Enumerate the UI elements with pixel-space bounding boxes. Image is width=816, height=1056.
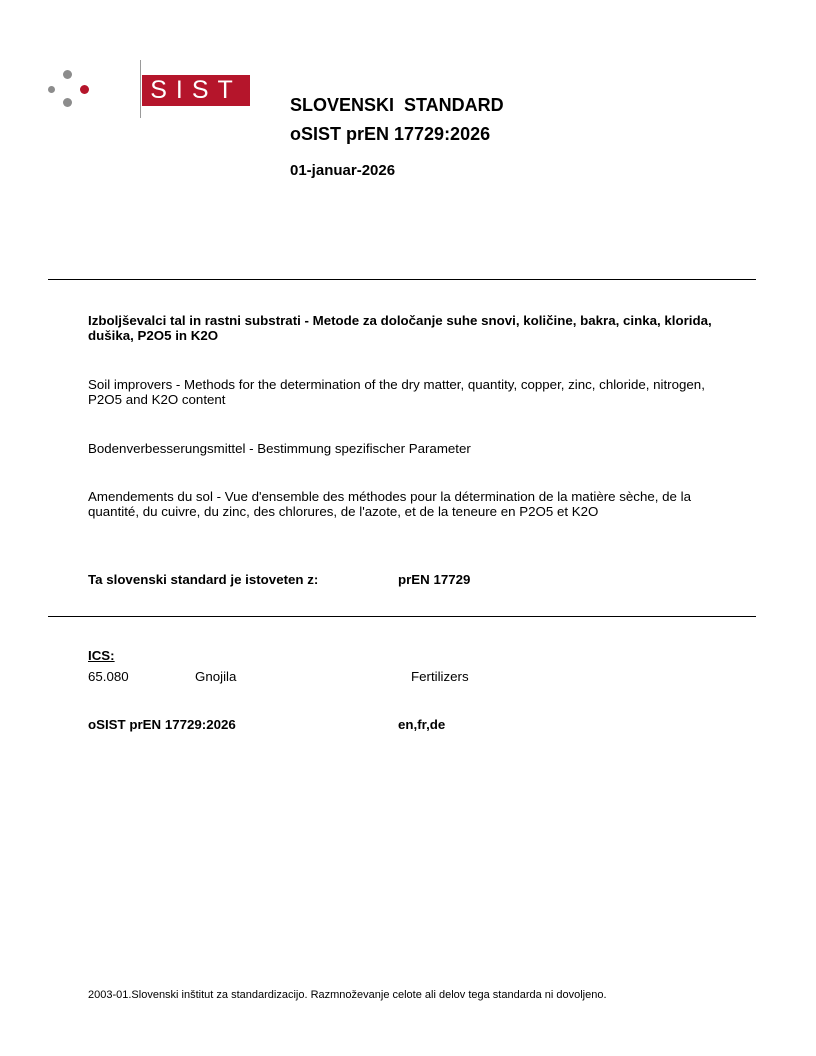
title-slovenian: Izboljševalci tal in rastni substrati - Metode za določanje suhe snovi, količine, bakra, cinka, klorida, dušika, P2O5 in K2O [88,313,712,343]
identical-value: prEN 17729 [398,572,471,587]
logo-text: SIST [142,75,250,106]
ics-code: 65.080 [88,669,129,684]
copyright-footer: 2003-01.Slovenski inštitut za standardizacijo. Razmnoževanje celote ali delov tega standarda ni dovoljeno. [88,989,607,1001]
divider-bottom [48,616,756,617]
ics-heading: ICS: [88,648,115,663]
title-english: Soil improvers - Methods for the determination of the dry matter, quantity, copper, zinc, chloride, nitrogen, P2O5 and K2O content [88,377,705,407]
logo-dot [48,86,55,93]
title-french: Amendements du sol - Vue d'ensemble des méthodes pour la détermination de la matière sèche, de la quantité, du cuivre, du zinc, des chlorures, de l'azote, et de la teneure en P2O5 et K2O [88,489,691,519]
divider-top [48,279,756,280]
ics-english: Fertilizers [411,669,469,684]
identical-label: Ta slovenski standard je istoveten z: [88,572,319,587]
ics-slovenian: Gnojila [195,669,237,684]
sist-logo [46,60,242,120]
title-german: Bodenverbesserungsmittel - Bestimmung spezifischer Parameter [88,441,471,456]
document-id: oSIST prEN 17729:2026 [88,717,236,732]
logo-dot [63,70,72,79]
logo-dot [80,85,89,94]
standard-heading: SLOVENSKI STANDARD [290,95,504,115]
logo-dot [63,98,72,107]
standard-number: oSIST prEN 17729:2026 [290,124,491,144]
publication-date: 01-januar-2026 [290,162,396,179]
document-languages: en,fr,de [398,717,446,732]
logo-divider [140,60,141,118]
